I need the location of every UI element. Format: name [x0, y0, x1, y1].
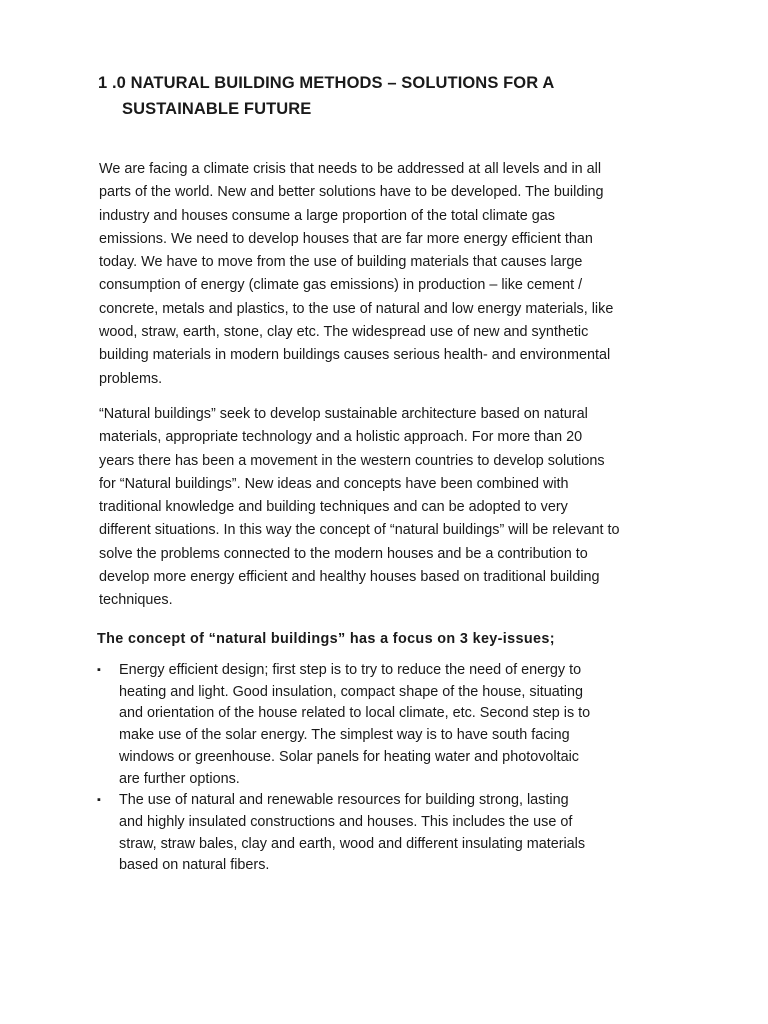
text-line: and highly insulated constructions and houses. This includes the use of: [119, 813, 573, 830]
paragraph-natural-buildings: [99, 403, 699, 613]
text-line: make use of the solar energy. The simplest way is to have south facing: [119, 727, 570, 744]
key-issues-subheading: The concept of “natural buildings” has a focus on 3 key-issues;: [97, 631, 555, 647]
text-line: for “Natural buildings”. New ideas and concepts have been combined with: [99, 475, 569, 492]
text-line: years there has been a movement in the western countries to develop solutions: [99, 452, 605, 469]
list-item: [0, 660, 768, 790]
heading-line-1: 1 .0 NATURAL BUILDING METHODS – SOLUTIONS FOR A: [98, 74, 555, 92]
section-heading: [98, 70, 718, 122]
text-line: Energy efficient design; first step is to try to reduce the need of energy to: [119, 662, 582, 678]
text-line: and orientation of the house related to local climate, etc. Second step is to: [119, 705, 591, 722]
text-line: techniques.: [99, 592, 173, 609]
text-line: straw, straw bales, clay and earth, wood and different insulating materials: [119, 835, 586, 852]
text-line: materials, appropriate technology and a holistic approach. For more than 20: [99, 429, 583, 446]
text-line: We are facing a climate crisis that needs to be addressed at all levels and in all: [99, 161, 602, 177]
paragraph-climate-crisis: [99, 158, 699, 391]
heading-line-2: SUSTAINABLE FUTURE: [122, 100, 312, 118]
text-line: develop more energy efficient and healthy houses based on traditional building: [99, 569, 600, 586]
text-line: “Natural buildings” seek to develop sustainable architecture based on natural: [99, 406, 588, 422]
text-line: concrete, metals and plastics, to the use of natural and low energy materials, like: [99, 300, 614, 317]
text-line: solve the problems connected to the modern houses and be a contribution to: [99, 545, 588, 562]
square-bullet-icon: ▪: [97, 794, 101, 807]
square-bullet-icon: ▪: [97, 664, 101, 676]
text-line: parts of the world. New and better solutions have to be developed. The building: [99, 184, 604, 201]
text-line: emissions. We need to develop houses that are far more energy efficient than: [99, 230, 593, 247]
text-line: windows or greenhouse. Solar panels for heating water and photovoltaic: [119, 748, 579, 765]
text-line: building materials in modern buildings causes serious health- and environmental: [99, 347, 611, 364]
text-line: traditional knowledge and building techniques and can be adopted to very: [99, 499, 568, 516]
key-issues-list: [0, 660, 768, 877]
text-line: problems.: [99, 370, 163, 387]
text-line: are further options.: [119, 770, 240, 787]
text-line: today. We have to move from the use of building materials that causes large: [99, 254, 583, 271]
text-line: heating and light. Good insulation, compact shape of the house, situating: [119, 683, 584, 700]
text-line: different situations. In this way the concept of “natural buildings” will be relevant to: [99, 522, 620, 539]
text-line: The use of natural and renewable resources for building strong, lasting: [119, 792, 569, 809]
text-line: industry and houses consume a large proportion of the total climate gas: [99, 207, 555, 224]
list-item: [0, 790, 768, 877]
text-line: wood, straw, earth, stone, clay etc. The widespread use of new and synthetic: [99, 324, 589, 341]
text-line: based on natural fibers.: [119, 857, 270, 874]
text-line: consumption of energy (climate gas emissions) in production – like cement /: [99, 277, 583, 294]
